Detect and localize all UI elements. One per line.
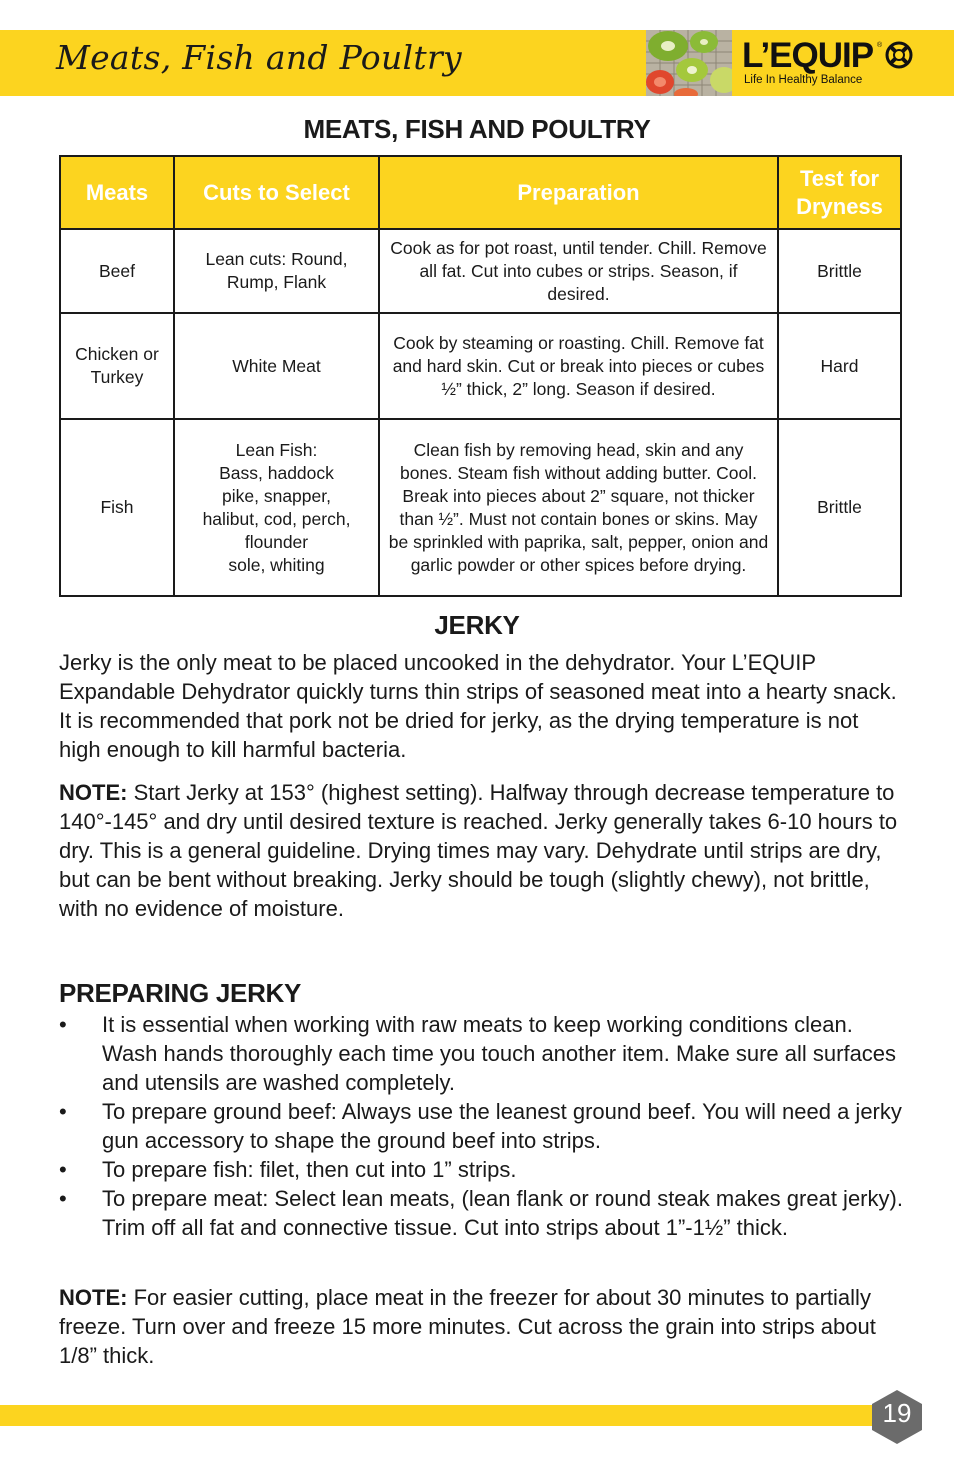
- list-item-text: It is essential when working with raw meats to keep working conditions clean. Wash hands thoroughly each time you touch another item. Make sure all surfaces and utensils are washed completely.: [102, 1012, 897, 1095]
- list-item: [59, 1010, 904, 1097]
- table-header-row: [60, 156, 901, 229]
- bullet-icon: •: [59, 1157, 67, 1182]
- table-heading: MEATS, FISH AND POULTRY: [303, 114, 651, 144]
- fruit-photo: [646, 30, 732, 96]
- brand-logo: [740, 34, 915, 92]
- cuts-cell: [174, 419, 379, 596]
- list-item-text: To prepare fish: filet, then cut into 1” strips.: [102, 1157, 517, 1182]
- meat-cell: Beef: [60, 229, 174, 313]
- list-item: [59, 1155, 904, 1184]
- dryness-cell: Hard: [778, 313, 901, 419]
- list-item-text: To prepare ground beef: Always use the leanest ground beef. You will need a jerky gun accessory to shape the ground beef into strips.: [102, 1099, 902, 1153]
- note-text: Start Jerky at 153° (highest setting). Halfway through decrease temperature to 140°-145° and dry until desired texture is reached. Jerky generally takes 6-10 hours to dry. This is a general guideline. Drying times may vary. Dehydrate until strips are dry, but can be bent without breaking. Jerky should be tough (slightly chewy), not brittle, with no evidence of moisture.: [59, 780, 898, 921]
- jerky-heading: JERKY: [434, 610, 520, 640]
- cuts-cell: Lean cuts: Round, Rump, Flank: [174, 229, 379, 313]
- dryness-cell: Brittle: [778, 229, 901, 313]
- dryness-cell: Brittle: [778, 419, 901, 596]
- meat-cell: Fish: [60, 419, 174, 596]
- section-title: Meats, Fish and Poultry: [56, 38, 462, 77]
- jerky-intro: Jerky is the only meat to be placed uncooked in the dehydrator. Your L’EQUIP Expandable Dehydrator quickly turns thin strips of seasoned meat into a hearty snack. It is recommended that pork not be dried for jerky, as the drying temperature is not high enough to kill harmful bacteria.: [59, 650, 897, 762]
- table-row: [60, 229, 901, 313]
- table-row: [60, 419, 901, 596]
- cuts-line: pike, snapper,: [222, 485, 331, 506]
- column-header: Cuts to Select: [174, 156, 379, 229]
- meat-cell: Chicken or Turkey: [60, 313, 174, 419]
- brand-tagline: Life In Healthy Balance: [744, 74, 863, 86]
- cuts-line: sole, whiting: [228, 554, 325, 575]
- preparation-cell: Cook by steaming or roasting. Chill. Remove fat and hard skin. Cut or break into pieces or cubes ½” thick, 2” long. Season if desired.: [379, 313, 778, 419]
- footer-band: [0, 1405, 920, 1426]
- meat-guide-table: [59, 155, 902, 597]
- bullet-icon: •: [59, 1186, 67, 1211]
- cuts-cell: White Meat: [174, 313, 379, 419]
- note-label: NOTE:: [59, 1285, 128, 1310]
- table-row: [60, 313, 901, 419]
- brand-registered: ®: [877, 42, 883, 49]
- preparing-list: [59, 1010, 904, 1242]
- cuts-line: Bass, haddock: [219, 462, 334, 483]
- cuts-line: flounder: [244, 531, 309, 552]
- brand-name: L’EQUIP: [742, 36, 874, 75]
- jerky-note: [59, 778, 904, 923]
- list-item-text: To prepare meat: Select lean meats, (lean flank or round steak makes great jerky). Trim off all fat and connective tissue. Cut into strips about 1”-1½” thick.: [102, 1186, 903, 1240]
- preparation-cell: Clean fish by removing head, skin and any bones. Steam fish without adding butter. Cool. Break into pieces about 2” square, not thicker than ½”. Must not contain bones or skins. May be sprinkled with paprika, salt, pepper, onion and garlic powder or other spices before drying.: [379, 419, 778, 596]
- preparation-cell: Cook as for pot roast, until tender. Chill. Remove all fat. Cut into cubes or strips. Season, if desired.: [379, 229, 778, 313]
- page-number: 19: [882, 1398, 912, 1428]
- bullet-icon: •: [59, 1099, 67, 1124]
- cuts-line: Lean Fish:: [235, 439, 318, 460]
- note-label: NOTE:: [59, 780, 128, 805]
- note-text: For easier cutting, place meat in the freezer for about 30 minutes to partially freeze. Turn over and freeze 15 more minutes. Cut across the grain into strips about 1/8” thick.: [59, 1285, 876, 1368]
- bullet-icon: •: [59, 1012, 67, 1037]
- list-item: [59, 1097, 904, 1155]
- column-header: Preparation: [379, 156, 778, 229]
- list-item: [59, 1184, 904, 1242]
- brand-mark-icon: [884, 40, 914, 70]
- cuts-line: halibut, cod, perch,: [202, 508, 351, 529]
- preparing-note: [59, 1283, 904, 1370]
- preparing-jerky-heading: PREPARING JERKY: [59, 978, 302, 1008]
- column-header: Test for Dryness: [778, 156, 901, 229]
- column-header: Meats: [60, 156, 174, 229]
